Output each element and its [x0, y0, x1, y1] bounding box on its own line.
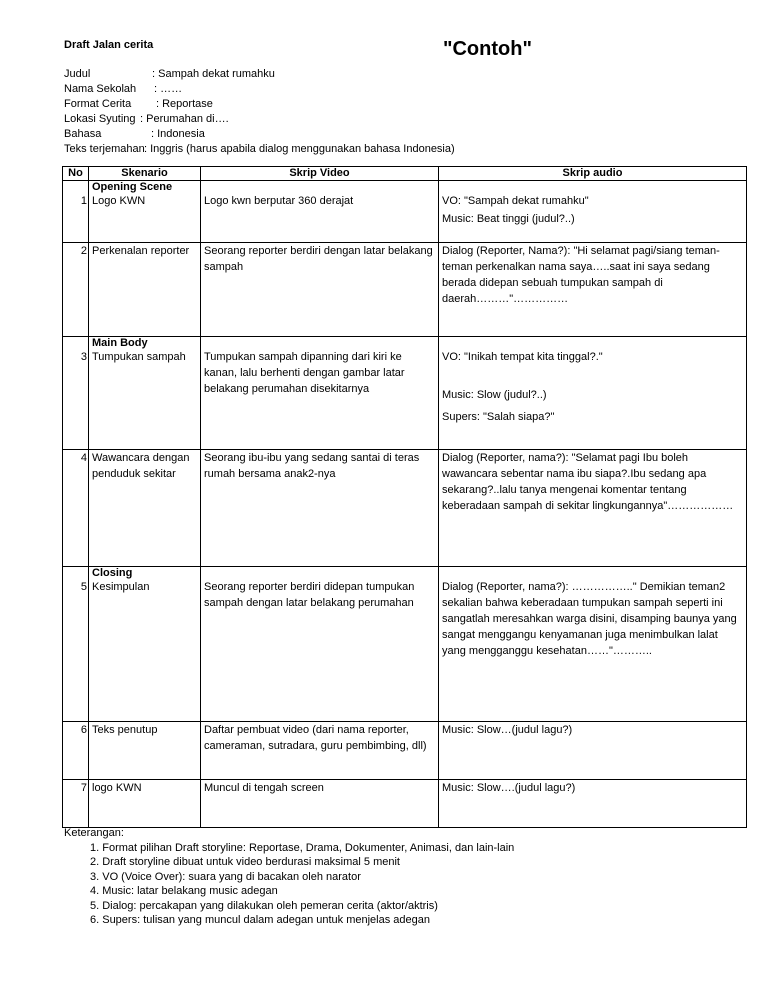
meta-value: : Indonesia — [151, 128, 205, 140]
table-row — [63, 780, 747, 828]
meta-label: Nama Sekolah — [64, 83, 137, 95]
header-skrip-video: Skrip Video — [201, 167, 439, 181]
document-title: Draft Jalan cerita — [64, 39, 154, 51]
video-text: Logo kwn berputar 360 derajat — [204, 195, 354, 207]
meta-label: Format Cerita — [64, 98, 132, 110]
audio-cell — [439, 181, 747, 243]
scene-cell — [89, 243, 201, 337]
note-item: 6. Supers: tulisan yang muncul dalam adegan untuk menjelas adegan — [90, 914, 431, 927]
row-number: 4 — [63, 450, 89, 567]
scene-name: Wawancara dengan penduduk sekitar — [92, 452, 190, 480]
row-number: 6 — [63, 722, 89, 780]
table-header-row — [63, 167, 747, 181]
scene-cell — [89, 181, 201, 243]
scene-name: Kesimpulan — [92, 581, 150, 593]
video-cell — [201, 722, 439, 780]
scene-name: Logo KWN — [92, 195, 146, 207]
scene-name: Perkenalan reporter — [92, 245, 190, 257]
audio-cell — [439, 567, 747, 722]
audio-line: Music: Slow (judul?..) — [442, 389, 547, 401]
video-cell — [201, 181, 439, 243]
note-item: 4. Music: latar belakang music adegan — [90, 885, 278, 898]
audio-line: Music: Slow…(judul lagu?) — [442, 724, 573, 736]
scene-cell — [89, 780, 201, 828]
table-row — [63, 181, 747, 243]
audio-cell — [439, 337, 747, 450]
video-text: Seorang reporter berdiri dengan latar belakang sampah — [204, 245, 433, 273]
meta-value: : Reportase — [156, 98, 213, 110]
table-row — [63, 243, 747, 337]
scene-cell — [89, 450, 201, 567]
notes-section — [64, 826, 514, 928]
table-row — [63, 722, 747, 780]
audio-line: VO: "Sampah dekat rumahku" — [442, 195, 589, 207]
video-cell — [201, 243, 439, 337]
header-skenario: Skenario — [89, 167, 201, 181]
scene-cell — [89, 567, 201, 722]
note-item: 5. Dialog: percakapan yang dilakukan oleh pemeran cerita (aktor/aktris) — [90, 899, 438, 912]
header-no: No — [63, 167, 89, 181]
header-skrip-audio: Skrip audio — [439, 167, 747, 181]
meta-label: Teks terjemahan — [64, 143, 145, 155]
audio-line: Supers: "Salah siapa?" — [442, 411, 555, 423]
meta-label: Bahasa — [64, 128, 102, 140]
audio-cell — [439, 780, 747, 828]
note-item: 1. Format pilihan Draft storyline: Reportase, Drama, Dokumenter, Animasi, dan lain-lain — [90, 841, 515, 854]
video-text: Daftar pembuat video (dari nama reporter, cameraman, sutradara, guru pembimbing, dll) — [204, 724, 427, 752]
scene-name: Tumpukan sampah — [92, 351, 186, 363]
scene-cell — [89, 722, 201, 780]
audio-line: VO: "Inikah tempat kita tinggal?." — [442, 351, 603, 363]
video-cell — [201, 780, 439, 828]
meta-value: : Sampah dekat rumahku — [152, 68, 275, 80]
notes-heading: Keterangan: — [64, 827, 124, 839]
audio-line: Music: Slow….(judul lagu?) — [442, 782, 576, 794]
audio-line: Dialog (Reporter, Nama?): "Hi selamat pagi/siang teman-teman perkenalkan nama saya…..saat ini saya sedang berada didepan sebuah tumpukan sampah di daerah………"…………… — [442, 245, 720, 305]
scene-name: logo KWN — [92, 782, 142, 794]
video-text: Seorang reporter berdiri didepan tumpukan sampah dengan latar belakang perumahan — [204, 581, 415, 609]
meta-value: : Perumahan di…. — [140, 113, 229, 125]
row-number: 2 — [63, 243, 89, 337]
meta-value: : Inggris (harus apabila dialog menggunakan bahasa Indonesia) — [144, 143, 455, 155]
scene-name: Teks penutup — [92, 724, 158, 736]
scene-cell — [89, 337, 201, 450]
note-item: 2. Draft storyline dibuat untuk video berdurasi maksimal 5 menit — [90, 856, 400, 869]
video-text: Tumpukan sampah dipanning dari kiri ke kanan, lalu berhenti dengan gambar latar belakang perumahan disekitarnya — [204, 351, 405, 395]
meta-value: : …… — [154, 83, 183, 95]
video-text: Muncul di tengah screen — [204, 782, 324, 794]
table-row — [63, 567, 747, 722]
section-label: Closing — [92, 567, 133, 579]
table-row — [63, 450, 747, 567]
audio-cell — [439, 243, 747, 337]
meta-label: Judul — [64, 68, 91, 80]
script-table — [62, 166, 747, 828]
row-number: 1 — [63, 181, 89, 243]
example-badge: "Contoh" — [443, 38, 532, 60]
video-cell — [201, 567, 439, 722]
video-cell — [201, 450, 439, 567]
audio-cell — [439, 722, 747, 780]
table-row — [63, 337, 747, 450]
row-number: 5 — [63, 567, 89, 722]
video-cell — [201, 337, 439, 450]
section-label: Main Body — [92, 337, 148, 349]
audio-cell — [439, 450, 747, 567]
row-number: 3 — [63, 337, 89, 450]
row-number: 7 — [63, 780, 89, 828]
audio-line: Music: Beat tinggi (judul?..) — [442, 213, 575, 225]
note-item: 3. VO (Voice Over): suara yang di bacakan oleh narator — [90, 870, 361, 883]
section-label: Opening Scene — [92, 181, 173, 193]
audio-line: Dialog (Reporter, nama?): …………….." Demikian teman2 sekalian bahwa keberadaan tumpukan sampah seperti ini sangatlah meresahkan warga disini, disamping baunya yang sangat menggangu kenyamanan juga menimbulkan lalat yang mengganggu kesehatan……"……….. — [442, 581, 737, 657]
meta-label: Lokasi Syuting — [64, 113, 136, 125]
audio-line: Dialog (Reporter, nama?): "Selamat pagi Ibu boleh wawancara sebentar nama ibu siapa?.Ibu sedang apa sekarang?..lalu tanya mengenai komentar tentang keberadaan sampah di sekitar lingkungannya"……………… — [442, 452, 734, 512]
video-text: Seorang ibu-ibu yang sedang santai di teras rumah bersama anak2-nya — [204, 452, 420, 480]
